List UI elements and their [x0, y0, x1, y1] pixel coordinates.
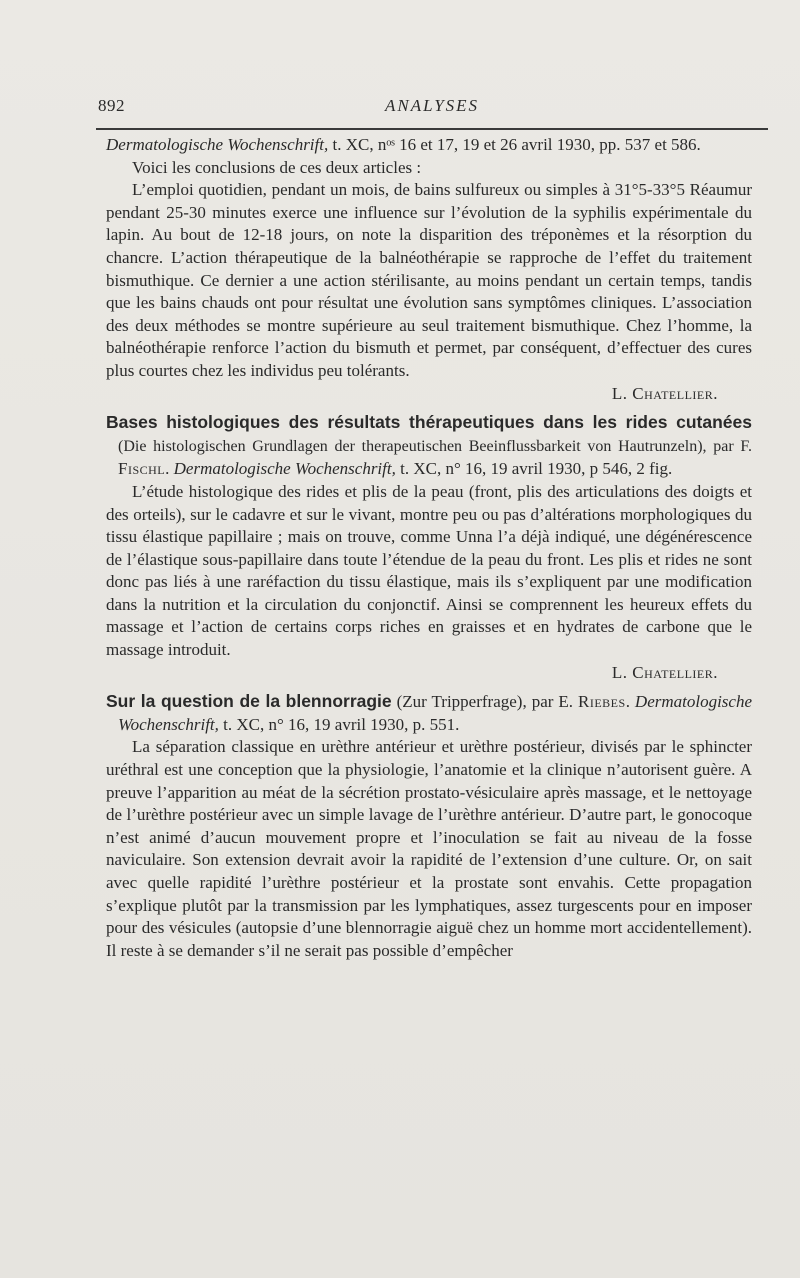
running-head: ANALYSES — [384, 96, 480, 115]
article3-title: Sur la question de la blennorragie — [106, 691, 392, 712]
article1-citation — [106, 134, 752, 157]
article2-heading: Bases histologiques des résultats thérapeutiques dans les rides cutanées (Die histologischen Grundlagen der therapeutischen Beeinflussbarkeit von Hautrunzeln), par F. Fischl. Dermatologische Wochenschrift, t. XC, n° 16, 19 avril 1930, p 546, 2 fig. — [106, 412, 752, 479]
article2-paragraph: L’étude histologique des rides et plis de la peau (front, plis des articulations des doigts et des orteils), sur le cadavre et sur le vivant, montre peu ou pas d’altérations morphologiques du tissu élastique papillaire ; mais on trouve, comme Unna l’a déjà indiqué, une dégénérescence de l’élastique sous-papillaire dans toute l’étendue de la peau du front. Les plis et rides ne sont donc pas liés à une raréfaction du tissu élastique, mais ils s’expliquent par une modification dans la nutrition et la circulation du conjonctif. Ainsi se comprennent les heureux effets du massage et l’action de certains corps riches en graisses et en hydrates de carbone que le massage introduit. — [106, 481, 752, 660]
article3-citation-rest: t. XC, n° 16, 19 avril 1930, p. 551. — [218, 714, 460, 734]
article2-signature: L. Chatellier. — [611, 662, 718, 682]
article1-signature: L. Chatellier. — [611, 383, 718, 403]
page-header — [98, 96, 766, 120]
header-rule — [96, 128, 768, 130]
article2-journal: Dermatologische Wochenschrift, — [173, 459, 396, 479]
article3-subtitle: (Zur Tripperfrage), par E. — [391, 692, 578, 712]
article1-paragraph: L’emploi quotidien, pendant un mois, de bains sulfureux ou simples à 31°5-33°5 Réaumur pendant 25-30 minutes exerce une influence sur l’évolution de la syphilis expérimentale du lapin. Au bout de 12-18 jours, on note la disparition des tréponèmes et la résorption du chancre. L’action thérapeutique de la balnéothérapie se rapproche de l’effet du traitement bismuthique. Ce dernier a une action stérilisante, au moins pendant un certain temps, tandis que les bains chauds ont pour résultat une évolution sans symptômes cliniques. L’association des deux méthodes se montre supérieure au seul traitement bismuthique. Chez l’homme, la balnéothérapie renforce l’action du bismuth et permet, par conséquent, d’effectuer des cures plus courtes chez les individus peu tolérants. — [106, 180, 752, 380]
article3-heading: Sur la question de la blennorragie (Zur Tripperfrage), par E. Riebes. Dermatologische Wochenschrift, t. XC, n° 16, 19 avril 1930, p. 551. — [106, 691, 753, 734]
article3-paragraph: La séparation classique en urèthre antérieur et urèthre postérieur, divisés par le sphincter uréthral est une conception que la physiologie, l’anatomie et la clinique n’autorisent guère. A preuve l’apparition au méat de la sécrétion prostato-vésiculaire après massage, et le nettoyage de l’urèthre postérieur avec un simple lavage de l’urèthre antérieur. D’autre part, le gonocoque n’est animé d’aucun mouvement propre et l’inoculation se fait au niveau de la fosse naviculaire. Son extension devrait avoir la rapidité de l’extension d’une culture. Or, on sait avec quelle rapidité l’urèthre postérieur et la prostate sont envahis. Cette propagation s’explique plutôt par la transmission par les lymphatiques, assez turgescents pour en imposer pour des vésicules (autopsie d’une blennorragie aiguë chez un homme mort accidentellement). Il reste à se demander s’il ne serait pas possible d’empêcher — [106, 737, 752, 960]
article3-author: Riebes — [578, 692, 626, 712]
article2-subtitle: (Die histologischen Grundlagen der therapeutischen Beeinflussbarkeit von Hautrunzeln), par F. — [118, 437, 752, 455]
article2-title: Bases histologiques des résultats thérapeutiques dans les rides cutanées — [106, 412, 752, 433]
article2-citation-rest: t. XC, n° 16, 19 avril 1930, p 546, 2 fig. — [395, 459, 673, 479]
article1-paragraph: Voici les conclusions de ces deux articles : — [132, 157, 422, 177]
article1-journal: Dermatologische Wochenschrift, — [106, 135, 329, 154]
article2-author: Fischl — [118, 459, 166, 479]
article3-journal: Dermatologische Wochenschrift, — [118, 692, 753, 734]
article1-citation-rest: t. XC, nᵒˢ 16 et 17, 19 et 26 avril 1930, pp. 537 et 586. — [328, 135, 701, 154]
page-number: 892 — [98, 96, 125, 115]
page-content — [106, 134, 752, 962]
